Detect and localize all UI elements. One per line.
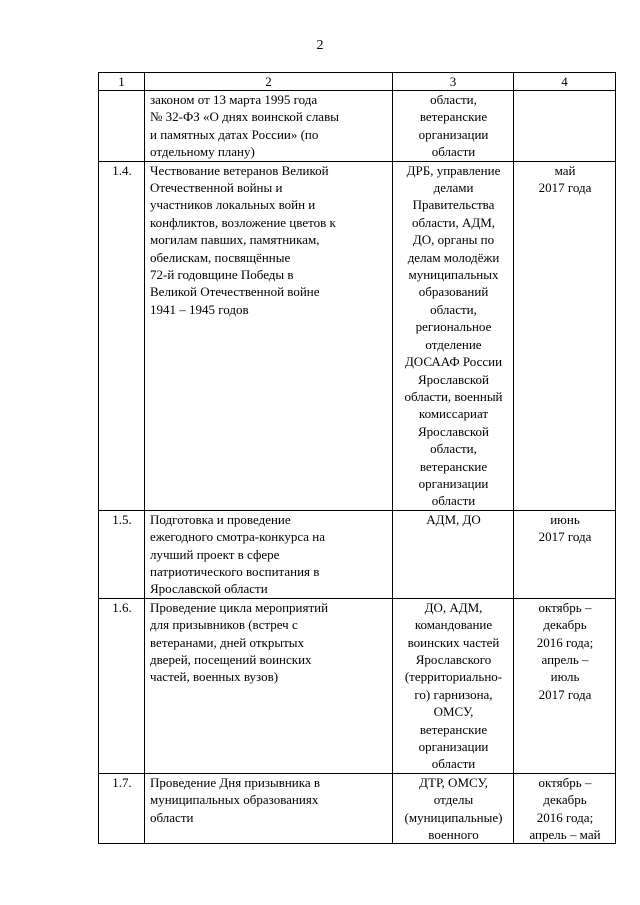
- event-executors-line: отделение: [425, 336, 482, 352]
- event-description-line: могилам павших, памятникам,: [150, 232, 320, 248]
- event-term: [514, 510, 616, 598]
- event-description-line: и памятных датах России» (по: [150, 126, 319, 142]
- event-description-line: муниципальных образованиях: [150, 792, 319, 808]
- event-term: [514, 161, 616, 510]
- event-description-line: патриотического воспитания в: [150, 563, 320, 579]
- event-description-line: Великой Отечественной войне: [150, 284, 320, 300]
- event-description-line: № 32-ФЗ «О днях воинской славы: [150, 109, 339, 125]
- event-description-line: отдельному плану): [150, 144, 255, 160]
- event-executors: [393, 91, 514, 162]
- event-description-line: частей, военных вузов): [150, 669, 279, 685]
- event-term-line: июль: [550, 669, 580, 685]
- table-header-row: [99, 73, 616, 91]
- event-description: [145, 510, 393, 598]
- event-executors-line: ветеранские: [419, 109, 488, 125]
- event-term-line: 2016 года;: [536, 634, 594, 650]
- event-description-line: области: [150, 809, 194, 825]
- event-executors-line: военного: [428, 827, 479, 843]
- event-description-line: ветеранами, дней открытых: [150, 634, 304, 650]
- event-executors-line: Ярославской: [418, 371, 489, 387]
- event-description: [145, 598, 393, 773]
- event-term: [514, 91, 616, 162]
- event-executors-line: области, АДМ,: [411, 214, 496, 230]
- event-description: [145, 773, 393, 844]
- event-description-line: Отечественной войны и: [150, 180, 283, 196]
- event-executors-line: образований: [418, 284, 489, 300]
- event-executors-line: области, военный: [404, 388, 503, 404]
- event-executors-line: АДМ, ДО: [426, 511, 481, 527]
- event-description-line: обелискам, посвящённые: [150, 249, 291, 265]
- event-executors-line: Ярославского: [415, 652, 492, 667]
- event-executors-line: области: [431, 756, 476, 772]
- event-term-line: 2017 года: [538, 529, 592, 545]
- table-row: [99, 510, 616, 598]
- table-row: [99, 161, 616, 510]
- event-description-line: конфликтов, возложение цветов к: [150, 214, 336, 230]
- event-term-line: октябрь –: [538, 599, 592, 615]
- event-description-line: законом от 13 марта 1995 года: [150, 92, 318, 107]
- event-executors-line: организации: [418, 126, 489, 142]
- event-executors-line: муниципальных: [408, 267, 499, 283]
- event-executors-line: Правительства: [412, 197, 495, 213]
- event-executors-line: делам молодёжи: [407, 249, 500, 265]
- event-executors-line: комиссариат: [418, 406, 489, 422]
- event-executors-line: отделы: [433, 792, 474, 808]
- event-executors-line: области,: [430, 92, 477, 107]
- row-number: 1.4.: [99, 161, 145, 510]
- event-executors-line: ОМСУ,: [433, 704, 474, 720]
- event-term-line: 2016 года;: [536, 809, 594, 825]
- event-term-line: 2017 года: [538, 686, 592, 702]
- event-description-line: Чествование ветеранов Великой: [150, 162, 329, 178]
- event-executors: [393, 510, 514, 598]
- event-term: [514, 598, 616, 773]
- event-executors: [393, 598, 514, 773]
- event-executors-line: (муниципальные): [404, 809, 503, 825]
- event-executors-line: области,: [430, 301, 477, 317]
- event-term-line: декабрь: [543, 792, 587, 808]
- event-description-line: Проведение цикла мероприятий: [150, 599, 329, 615]
- event-executors-line: ДРБ, управление: [406, 162, 501, 178]
- row-number: [99, 91, 145, 162]
- event-executors-line: области: [431, 493, 476, 509]
- event-description-line: участников локальных войн и: [150, 197, 316, 213]
- event-executors-line: области: [431, 144, 476, 160]
- event-term-line: май: [554, 162, 576, 178]
- event-term: [514, 773, 616, 844]
- event-description-line: дверей, посещений воинских: [150, 652, 312, 667]
- event-description-line: для призывников (встреч с: [150, 617, 298, 633]
- table-row: [99, 773, 616, 844]
- event-executors: [393, 161, 514, 510]
- event-term-line: октябрь –: [538, 774, 592, 790]
- column-header-4: 4: [514, 73, 616, 91]
- event-executors-line: ДО, органы по: [412, 232, 495, 248]
- event-executors-line: (территориально-: [404, 669, 503, 685]
- event-description-line: Подготовка и проведение: [150, 511, 291, 527]
- column-header-1: 1: [99, 73, 145, 91]
- event-description-line: Ярославской области: [150, 581, 268, 597]
- event-executors-line: воинских частей: [407, 634, 500, 650]
- page-number: 2: [316, 38, 324, 53]
- event-executors-line: области,: [430, 441, 477, 457]
- table-row: [99, 598, 616, 773]
- event-executors-line: Ярославской: [418, 423, 489, 439]
- event-term-line: 2017 года: [538, 180, 592, 196]
- event-executors-line: ДОСААФ России: [404, 354, 503, 370]
- event-executors-line: ветеранские: [419, 721, 488, 737]
- event-executors-line: делами: [433, 180, 474, 196]
- event-description: [145, 91, 393, 162]
- event-executors-line: организации: [418, 475, 489, 491]
- event-executors-line: ДО, АДМ,: [424, 599, 483, 615]
- row-number: 1.5.: [99, 510, 145, 598]
- event-term-line: апрель – май: [529, 827, 601, 843]
- column-header-3: 3: [393, 73, 514, 91]
- event-executors-line: ветеранские: [419, 458, 488, 474]
- event-executors-line: организации: [418, 739, 489, 755]
- row-number: 1.6.: [99, 598, 145, 773]
- event-description-line: 1941 – 1945 годов: [150, 301, 249, 317]
- row-number: 1.7.: [99, 773, 145, 844]
- event-executors-line: ДТР, ОМСУ,: [419, 774, 488, 790]
- event-executors-line: командование: [414, 617, 493, 633]
- event-executors-line: го) гарнизона,: [414, 686, 493, 702]
- event-description: [145, 161, 393, 510]
- event-term-line: декабрь: [543, 617, 587, 633]
- table-row: [99, 91, 616, 162]
- events-table: [98, 72, 616, 844]
- column-header-2: 2: [145, 73, 393, 91]
- event-description-line: лучший проект в сфере: [150, 546, 280, 562]
- event-executors: [393, 773, 514, 844]
- event-description-line: Проведение Дня призывника в: [150, 774, 321, 790]
- event-term-line: апрель –: [541, 652, 589, 667]
- event-description-line: 72-й годовщине Победы в: [150, 267, 294, 283]
- table-body: [99, 91, 616, 844]
- event-description-line: ежегодного смотра-конкурса на: [150, 529, 325, 545]
- event-term-line: июнь: [550, 511, 580, 527]
- event-executors-line: региональное: [415, 319, 492, 335]
